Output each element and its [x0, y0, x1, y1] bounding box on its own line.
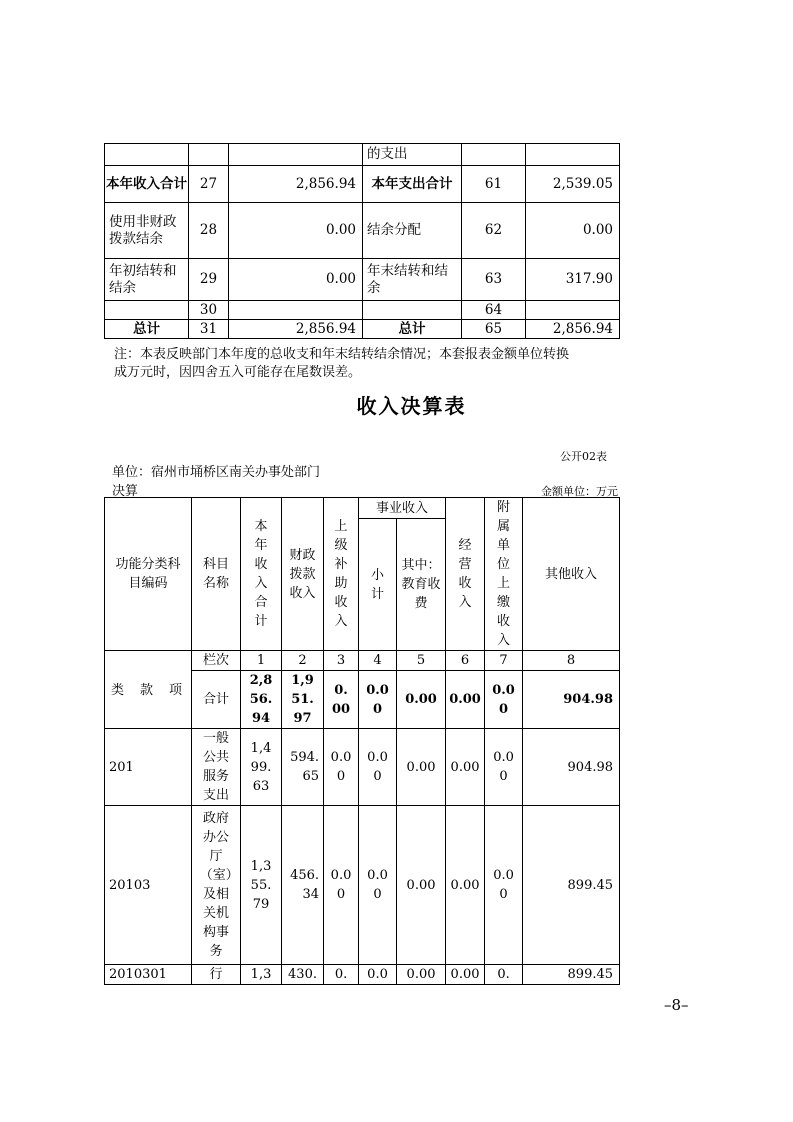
- header-func-code: 功能分类科目编码: [105, 498, 192, 651]
- cell-value: 0.00: [485, 806, 523, 965]
- page-number: –8–: [664, 996, 689, 1014]
- left-line-number: [189, 144, 229, 166]
- table-note: [114, 346, 634, 382]
- header-superior: 上级补助收入: [324, 498, 359, 651]
- cell-value: 0.00: [397, 806, 446, 965]
- right-line-number: 61: [462, 166, 526, 203]
- cell-value: 0.: [324, 965, 359, 985]
- note-line-2: 成万元时，因四舍五入可能存在尾数误差。: [114, 365, 362, 380]
- left-line-number: 29: [189, 259, 229, 301]
- left-label: 总计: [105, 320, 189, 339]
- total-value: 0.00: [324, 671, 359, 729]
- col-number: 6: [446, 651, 485, 671]
- header-subject-name: 科目名称: [192, 498, 241, 651]
- left-amount: 2,856.94: [229, 320, 363, 339]
- cell-value: 1,355.79: [241, 806, 282, 965]
- cell-value: 1,499.63: [241, 729, 282, 806]
- cell-value: 0.00: [446, 729, 485, 806]
- cell-value: 0.0: [359, 965, 397, 985]
- left-amount: 2,856.94: [229, 166, 363, 203]
- right-label: [363, 301, 462, 320]
- right-amount: 0.00: [526, 203, 620, 259]
- right-line-number: 62: [462, 203, 526, 259]
- cell-value: 456.34: [282, 806, 324, 965]
- total-value: 1,951.97: [282, 671, 324, 729]
- function-code: 201: [105, 729, 192, 806]
- left-amount: [229, 144, 363, 166]
- left-line-number: 28: [189, 203, 229, 259]
- unit-label-2: 决算: [112, 484, 139, 499]
- total-value: 0.00: [397, 671, 446, 729]
- cell-value: 899.45: [523, 965, 620, 985]
- col-number: 3: [324, 651, 359, 671]
- subject-name: 一般公共服务支出: [192, 729, 241, 806]
- col-number: 8: [523, 651, 620, 671]
- right-label: 总计: [363, 320, 462, 339]
- header-education: 其中：教育收费: [397, 519, 446, 651]
- cell-value: 0.00: [446, 806, 485, 965]
- col-number: 1: [241, 651, 282, 671]
- left-line-number: 27: [189, 166, 229, 203]
- right-amount: 2,856.94: [526, 320, 620, 339]
- header-fiscal: 财政拨款收入: [282, 498, 324, 651]
- right-line-number: 63: [462, 259, 526, 301]
- summary-row: [105, 320, 620, 339]
- col-number: 4: [359, 651, 397, 671]
- cell-value: 0.00: [359, 729, 397, 806]
- total-value: 2,856.94: [241, 671, 282, 729]
- left-amount: 0.00: [229, 259, 363, 301]
- left-amount: 0.00: [229, 203, 363, 259]
- right-label: 的支出: [363, 144, 462, 166]
- cell-value: 0.00: [446, 965, 485, 985]
- header-subtotal: 小计: [359, 519, 397, 651]
- left-amount: [229, 301, 363, 320]
- right-amount: [526, 144, 620, 166]
- summary-row: [105, 166, 620, 203]
- left-line-number: 30: [189, 301, 229, 320]
- left-label: 本年收入合计: [105, 166, 189, 203]
- total-value: 0.00: [485, 671, 523, 729]
- right-label: 结余分配: [363, 203, 462, 259]
- cell-value: 0.00: [397, 729, 446, 806]
- subject-name: 行: [192, 965, 241, 985]
- subject-name: 政府办公厅（室）及相关机构事务: [192, 806, 241, 965]
- summary-row: [105, 259, 620, 301]
- left-label: 使用非财政拨款结余: [105, 203, 189, 259]
- col-number: 7: [485, 651, 523, 671]
- unit-label-1: 单位：宿州市埇桥区南关办事处部门: [112, 465, 321, 480]
- right-line-number: [462, 144, 526, 166]
- summary-table: [104, 143, 620, 339]
- right-amount: [526, 301, 620, 320]
- cell-value: 899.45: [523, 806, 620, 965]
- total-value: 904.98: [523, 671, 620, 729]
- left-label: 年初结转和结余: [105, 259, 189, 301]
- cell-value: 0.00: [324, 729, 359, 806]
- col-number: 5: [397, 651, 446, 671]
- summary-row: [105, 301, 620, 320]
- total-value: 0.00: [446, 671, 485, 729]
- header-business: 事业收入: [359, 498, 446, 519]
- table-row: [105, 806, 620, 965]
- summary-row: [105, 203, 620, 259]
- left-label: [105, 301, 189, 320]
- table-row: [105, 965, 620, 985]
- cell-value: 594.65: [282, 729, 324, 806]
- right-label: 本年支出合计: [363, 166, 462, 203]
- header-lanci: 栏次: [192, 651, 241, 671]
- header-total-income: 本年收入合计: [241, 498, 282, 651]
- total-value: 0.00: [359, 671, 397, 729]
- header-xiang: 项: [169, 683, 183, 698]
- col-number-row: [105, 651, 620, 671]
- header-affiliated: 附属单位上缴收入: [485, 498, 523, 651]
- amount-unit: 金额单位：万元: [541, 485, 618, 498]
- right-line-number: 64: [462, 301, 526, 320]
- summary-row: [105, 144, 620, 166]
- col-number: 2: [282, 651, 324, 671]
- right-amount: 2,539.05: [526, 166, 620, 203]
- right-label: 年末结转和结余: [363, 259, 462, 301]
- cell-value: 0.00: [485, 729, 523, 806]
- right-amount: 317.90: [526, 259, 620, 301]
- header-kuan: 款: [140, 683, 154, 698]
- page-title: 收入决算表: [356, 394, 467, 418]
- left-label: [105, 144, 189, 166]
- table-code: 公开02表: [560, 450, 607, 463]
- cell-value: 904.98: [523, 729, 620, 806]
- header-heji: 合计: [192, 671, 241, 729]
- function-code: 20103: [105, 806, 192, 965]
- header-operating: 经营收入: [446, 498, 485, 651]
- cell-value: 0.00: [324, 806, 359, 965]
- income-table: [104, 497, 620, 985]
- cell-value: 0.00: [359, 806, 397, 965]
- lei-kuan-xiang-cell: [105, 651, 192, 729]
- table-row: [105, 729, 620, 806]
- left-line-number: 31: [189, 320, 229, 339]
- header-lei: 类: [111, 683, 125, 698]
- right-line-number: 65: [462, 320, 526, 339]
- cell-value: 430.: [282, 965, 324, 985]
- header-other: 其他收入: [523, 498, 620, 651]
- function-code: 2010301: [105, 965, 192, 985]
- cell-value: 1,3: [241, 965, 282, 985]
- note-line-1: 注：本表反映部门本年度的总收支和年末结转结余情况；本套报表金额单位转换: [114, 347, 570, 362]
- cell-value: 0.: [485, 965, 523, 985]
- cell-value: 0.00: [397, 965, 446, 985]
